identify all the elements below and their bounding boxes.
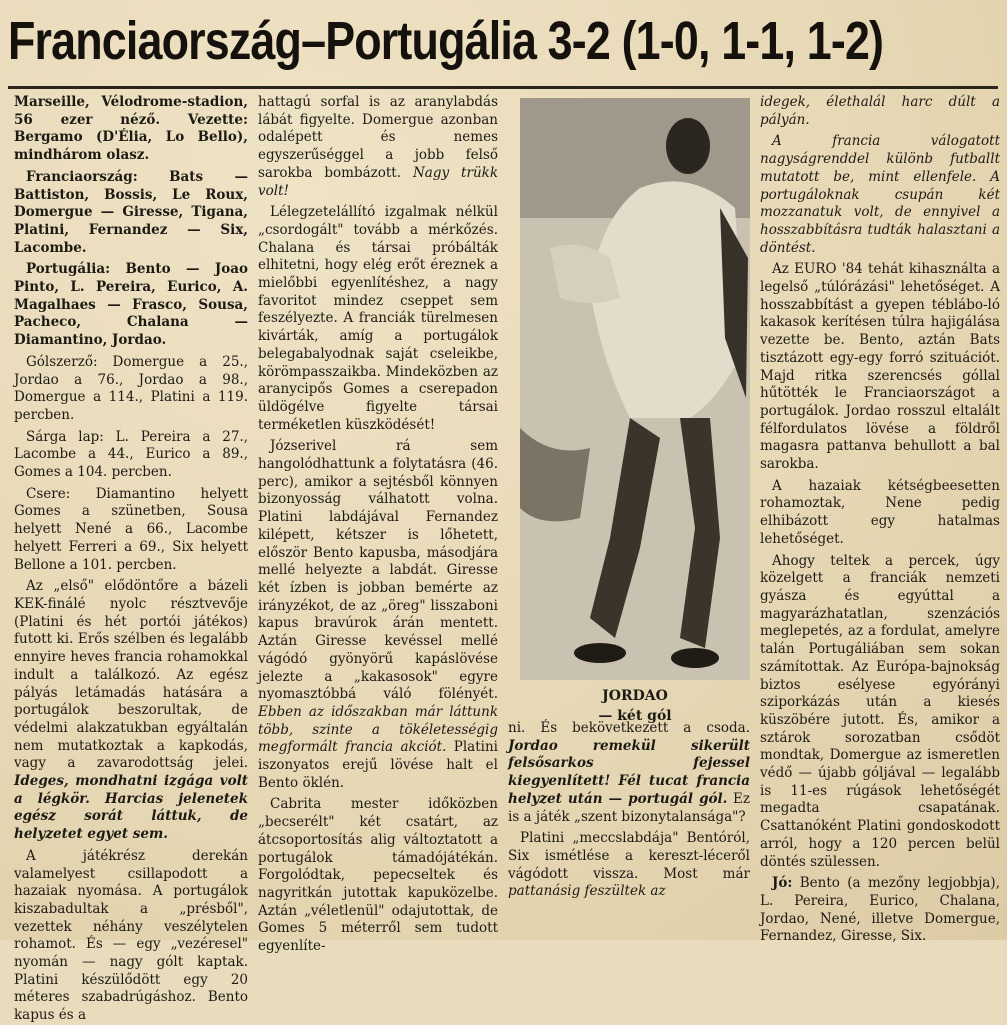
substitutions: Csere: Diamantino helyett Gomes a szünetben, Sousa helyett Nené a 66., Lacombe helyett Ferreri a 69., Six helyett Bellone a 101. percben. bbox=[14, 485, 248, 573]
match-info: Marseille, Vélodrome-stadion, 56 ezer néző. Vezette: Bergamo (D'Élia, Lo Bello), mindhárom olasz. bbox=[14, 94, 248, 164]
headline: Franciaország–Portugália 3-2 (1-0, 1-1, 1-2) bbox=[8, 11, 884, 71]
column-3 bbox=[508, 720, 750, 940]
article-paragraph: Az EURO '84 tehát kihasználta a legelső „túlórázási" lehetőséget. A hosszabbítást a gyepen téblábo-ló kakasok kerítésen túlra hajigálása vezette be. Bento, aztán Bats tisztázott egy-egy forró szituációt. Majd ritka szerencsés góllal hűtötték le Franciaországot a portugálok. Jordao rosszul eltalált félfordulatos lövése a földről magasra pattanva behullott a bal sarokba. bbox=[760, 261, 1000, 473]
article-paragraph: Cabrita mester időközben „becserélt" két csatárt, az átcsoportosítás alig változtatott a portugálok támadójátékán. Forgolódtak, pepecseltek és nagyritkán jutottak kapuközelbe. Aztán „véletlenül" odajutottak, de Gomes 5 méterről sem tudott egyenlíte- bbox=[258, 796, 498, 955]
article-paragraph: Platini „meccslabdája" Bentóról, Six ismétlése a kereszt-léceről vágódott vissza. Most már pattanásig feszültek az bbox=[508, 830, 750, 900]
player-photo-icon bbox=[520, 98, 750, 680]
article-paragraph: A francia válogatott nagyságrenddel különb futballt mutatott be, mint ellenfele. A portugáloknak csupán két mozzanatuk volt, de ennyivel a hosszabbításra tudták halasztani a döntést. bbox=[760, 133, 1000, 256]
france-lineup: Franciaország: Bats — Battiston, Bossis, Le Roux, Domergue — Giresse, Tigana, Platini, Fernandez — Six, Lacombe. bbox=[14, 168, 248, 256]
column-4 bbox=[760, 94, 1000, 945]
caption-subtitle: — két gól bbox=[598, 708, 672, 724]
headline-rule bbox=[8, 86, 998, 89]
goalscorers: Gólszerző: Domergue a 25., Jordao a 76., Jordao a 98., Domergue a 114., Platini a 119. percben. bbox=[14, 353, 248, 423]
rating-paragraph: Jó: Bento (a mezőny legjobbja), L. Pereira, Eurico, Chalana, Jordao, Nené, illetve Domergue, Fernandez, Giresse, Six. bbox=[760, 875, 1000, 945]
article-paragraph: A hazaiak kétségbeesetten rohamoztak, Nene pedig elhibázott egy hatalmas lehetőséget. bbox=[760, 477, 1000, 547]
article-paragraph: Ahogy teltek a percek, úgy közelgett a franciák nemzeti gyásza és egyúttal a magyarázhatatlan, szenzációs meglepetés, az a fordulat, amelyre talán Portugáliában sem sokan számítottak. Az Európa-bajnokság biztos esélyese egyórányi sziporkázás után a kiesés küszöbére jutott. És, amikor a sztárok sorozatban csődöt mondtak, Domergue az ismeretlen védő — újabb góljával — legalább is 11-es rúgások lehetőségét megadta csapatának. Csattanóként Platini gondoskodott arról, hogy a 120 percen belül döntés szülessen. bbox=[760, 552, 1000, 870]
player-photo bbox=[520, 98, 750, 680]
portugal-lineup: Portugália: Bento — Joao Pinto, L. Pereira, Eurico, A. Magalhaes — Frasco, Sousa, Pacheco, Chalana — Diamantino, Jordao. bbox=[14, 261, 248, 349]
article-paragraph: A játékrész derekán valamelyest csillapodott a hazaiak nyomása. A portugálok kiszabadultak a „présből", vezettek néhány veszélytelen rohamot. És — egy „vezéresel" nyomán — nagy gólt kaptak. Platini készülődött egy 20 méteres szabadrúgáshoz. Bento kapus és a bbox=[14, 847, 248, 1024]
article-paragraph: Lélegzetelállító izgalmak nélkül „csordogált" tovább a mérkőzés. Chalana és társai próbálták elhitetni, hogy elég erőt éreznek a mielőbbi egyenlítéshez, a nagy favoritot mindez cseppet sem feszélyezte. A franciák türelmesen kivárták, amíg a portugálok belegabalyodnak saját cseleikbe, körömpasszaikba. Mindeközben az aranycipős Gomes a cserepadon üldögélve figyelte társai terméketlen küszködését! bbox=[258, 204, 498, 433]
column-2 bbox=[258, 94, 498, 955]
column-1 bbox=[14, 94, 248, 1024]
article-paragraph: Az „első" elődöntőre a bázeli KEK-finálé nyolc résztvevője (Platini és hét portói játékos) futott ki. Erős szélben és legalább ennyire heves francia rohamokkal indult a találkozó. Az egész pályás letámadás hatására a portugálok beszorultak, de védelmi alakzatukban egyáltalán nem mutatkoztak a kapkodás, vagy a zavarodottság jelei. Ideges, mondhatni izgága volt a légkör. Harcias jelenetek egész sorát láttuk, de helyzetet egyet sem. bbox=[14, 578, 248, 843]
article-paragraph: hattagú sorfal is az aranylabdás lábát figyelte. Domergue azonban odalépett és nemes egyszerűséggel a jobb felső sarokba bombázott. Nagy trükk volt! bbox=[258, 94, 498, 199]
caption-name: JORDAO bbox=[602, 688, 668, 704]
article-paragraph: ni. És bekövetkezett a csoda. Jordao remekül sikerült felsősarkos fejessel kiegyenlített! Fél tucat francia helyzet után — portugál gól. Ez is a játék „szent bizonytalansága"? bbox=[508, 720, 751, 825]
yellow-cards: Sárga lap: L. Pereira a 27., Lacombe a 44., Eurico a 89., Gomes a 104. percben. bbox=[14, 428, 248, 481]
article-paragraph: Józserivel rá sem hangolódhattunk a folytatásra (46. perc), amikor a sejtésből könnyen bizonyosság válhatott volna. Platini labdájával Fernandez kilépett, kétszer is lőhetett, először Bento kapusba, másodjára mellé helyezte a labdát. Giresse két ízben is jobban bemérte az irányzékot, de az „öreg" lisszaboni kapus bravúrok árán mentett. Aztán Giresse kevéssel mellé vágódó gyönyörű kapáslövése jelezte a „kakasosok" egyre nyomasztóbbá váló fölényét. Ebben az időszakban már láttunk több, szinte a tökéletességig megformált francia akciót. Platini iszonyatos erejű lövése halt el Bento öklén. bbox=[258, 438, 498, 791]
article-paragraph: idegek, élethalál harc dúlt a pályán. bbox=[760, 94, 1000, 128]
